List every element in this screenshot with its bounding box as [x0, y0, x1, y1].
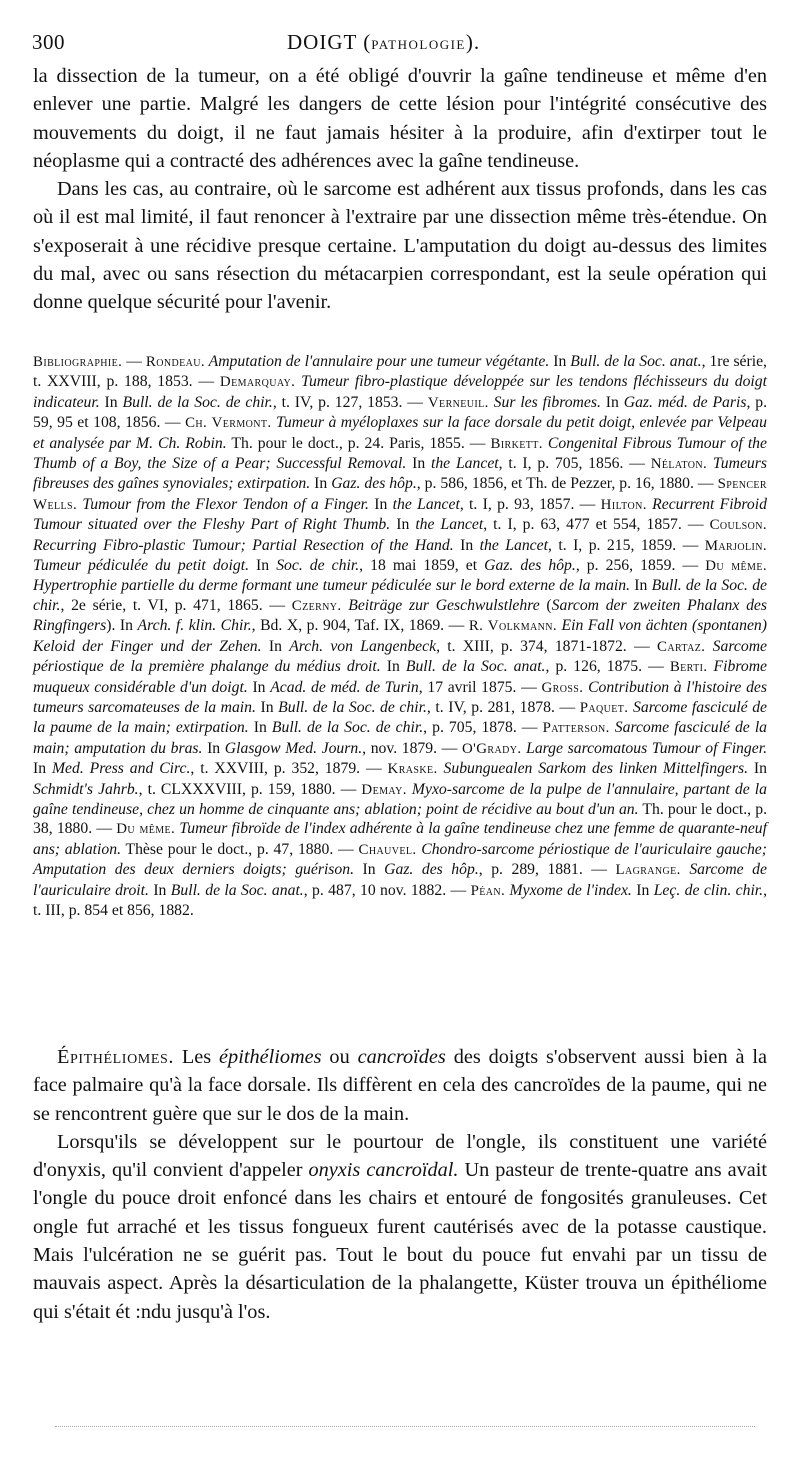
- text-run: In: [453, 536, 480, 554]
- text-run: In: [33, 760, 52, 778]
- author-name: Birkett.: [490, 435, 543, 452]
- text-run: Les: [174, 1046, 220, 1068]
- running-title: DOIGT (PATHOLOGIE).: [287, 30, 481, 54]
- text-run: In: [255, 698, 279, 716]
- italic-run: Myxo-sarcome de la pulpe de l'annulaire, partant de la gaîne tendineuse, chez un homme de cinquante ans; ablation; point de récidive au bout d'un an.: [33, 780, 767, 818]
- text-run: In: [406, 455, 431, 473]
- text-run: In: [99, 393, 123, 411]
- paragraph-continuation: la dissection de la tumeur, on a été obligé d'ouvrir la gaîne tendineuse et même d'en enlever une partie. Malgré les dangers de cette lésion pour l'intégrité consécutive des mouvements du doigt, il ne faut jamais hésiter à la produire, afin d'extirper tout le néoplasme qui a contracté des adhérences avec la gaîne tendineuse.: [33, 65, 767, 172]
- author-name: O'Grady.: [461, 740, 522, 757]
- italic-run: Ein Fall von ächten (spontanen) Keloid der Finger und der Zehen.: [33, 617, 767, 655]
- author-name: Ch. Vermont.: [185, 415, 272, 432]
- bibliography: [33, 352, 767, 920]
- text-run: , p. 126, 1875. —: [545, 658, 670, 676]
- italic-run: Sarcom der zweiten Phalanx des Ringfingers: [33, 596, 767, 635]
- text-run: Th. pour le doct., p. 24. Paris, 1855. —: [226, 434, 491, 452]
- italic-run: Subunguealen Sarkom des linken Mittelfingers.: [437, 760, 749, 778]
- italic-run: Myxome de l'index.: [505, 881, 632, 899]
- italic-run: Large sarcomatous Tumour of Finger.: [521, 739, 767, 757]
- paragraph-epitheliomes: [33, 1043, 767, 1128]
- author-name: Du même.: [705, 558, 767, 575]
- text-run: , p. 705, 1878. —: [423, 719, 543, 737]
- text-run: , t. I, p. 93, 1857. —: [459, 495, 601, 513]
- text-run: , p. 586, 1856, et Th. de Pezzer, p. 16, 1880. —: [416, 475, 718, 493]
- author-name: Hilton.: [600, 496, 647, 513]
- author-name: Berti.: [669, 659, 708, 676]
- author-name: Verneuil.: [427, 394, 489, 411]
- author-name: Nélaton.: [650, 456, 708, 473]
- text-run: In: [631, 881, 654, 899]
- text-run: , 18 mai 1859, et: [359, 557, 485, 575]
- author-name: Demay.: [361, 781, 407, 798]
- paragraph-onyxis: [33, 1128, 767, 1326]
- text-run: , Bd. X, p. 904, Taf. IX, 1869. —: [251, 617, 469, 635]
- author-name: Kraske.: [387, 761, 438, 778]
- author-name: R. Volkmann.: [468, 618, 557, 635]
- italic-run: Schmidt's Jahrb.: [33, 780, 139, 798]
- running-subtitle: PATHOLOGIE: [371, 37, 466, 52]
- text-run: In: [390, 516, 416, 534]
- italic-run: épithéliomes: [219, 1046, 322, 1068]
- italic-run: Tumeur fibroïde de l'index adhérente à la gaîne tendineuse chez une femme de quarante-neuf ans; ablation.: [33, 820, 768, 858]
- author-name: Du même.: [116, 821, 176, 838]
- italic-run: cancroïdes: [357, 1046, 446, 1068]
- italic-run: the Lancet: [430, 455, 499, 473]
- text-run: In: [630, 577, 652, 595]
- italic-run: Glasgow Med. Journ.: [224, 739, 363, 757]
- italic-run: Tumeurs fibreuses des gaînes synoviales; extirpation.: [33, 455, 767, 493]
- text-run: , t. I, p. 215, 1859. —: [547, 536, 705, 554]
- italic-run: Sarcome de l'auriculaire droit.: [33, 861, 767, 899]
- text-run: Th. pour le doct., p. 38, 1880. —: [33, 800, 768, 838]
- italic-run: Leç. de clin. chir.: [653, 881, 764, 899]
- author-name: Demarquay.: [219, 374, 296, 391]
- text-run: In: [249, 557, 277, 575]
- italic-run: Tumeur pédiculée du petit doigt.: [33, 557, 249, 575]
- author-name: Paquet.: [579, 699, 629, 716]
- text-run: , t. XXVIII, p. 352, 1879. —: [190, 760, 388, 778]
- text-run: In: [748, 760, 767, 778]
- text-run: In: [148, 881, 171, 899]
- italic-run: Bull. de la Soc. anat.: [570, 353, 702, 370]
- italic-run: Beiträge zur Geschwulstlehre: [341, 596, 540, 614]
- italic-run: onyxis cancroïdal.: [308, 1159, 459, 1182]
- author-name: Cartaz.: [656, 638, 706, 655]
- text-run: , t. IV, p. 127, 1853. —: [272, 393, 428, 411]
- italic-run: the Lancet: [392, 495, 460, 513]
- italic-run: Tumeur fibro-plastique développée sur les tendons fléchisseurs du doigt indicateur.: [33, 373, 767, 411]
- page-number: 300: [32, 30, 65, 54]
- text-run: In: [600, 393, 624, 411]
- author-name: Coulson.: [709, 517, 767, 534]
- author-name: Gross.: [541, 679, 584, 696]
- italic-run: Recurrent Fibroid Tumour situated over the Fleshy Part of Right Thumb.: [33, 495, 767, 534]
- text-run: , nov. 1879. —: [362, 739, 462, 757]
- author-name: Czerny.: [291, 597, 342, 614]
- text-run: In: [549, 353, 571, 370]
- author-name: Péan.: [470, 882, 506, 899]
- text-run: , t. IV, p. 281, 1878. —: [426, 698, 580, 716]
- text-run: ou: [321, 1046, 358, 1068]
- italic-run: Bull. de la Soc. de chir.: [122, 393, 273, 411]
- italic-run: Sur les fibromes.: [488, 393, 601, 411]
- author-name: Rondeau.: [145, 354, 205, 370]
- italic-run: Soc. de chir.: [276, 557, 360, 575]
- section-lead-word: Épithéliomes.: [57, 1046, 175, 1068]
- text-run: In: [261, 637, 290, 655]
- italic-run: Sarcome fasciculé de la paume de la main; extirpation.: [33, 698, 768, 737]
- italic-run: Bull. de la Soc. anat.: [170, 881, 304, 899]
- italic-run: Hypertrophie partielle du derme formant une tumeur pédiculée sur le bord externe de la main.: [33, 577, 631, 595]
- text-run: , p. 487, 10 nov. 1882. —: [303, 881, 471, 899]
- italic-run: the Lancet: [415, 516, 484, 534]
- italic-run: Recurring Fibro-plastic Tumour; Partial Resection of the Hand.: [33, 536, 454, 554]
- opening-paragraphs: [33, 62, 767, 317]
- text-run: , 2e série, t. VI, p. 471, 1865. —: [60, 596, 292, 614]
- author-name: Spencer Wells.: [33, 476, 767, 513]
- text-run: In: [310, 475, 332, 493]
- text-run: , 1re série, t. XXVIII, p. 188, 1853. —: [33, 353, 767, 391]
- text-run: In: [248, 719, 272, 737]
- text-run: In: [354, 861, 385, 879]
- italic-run: Contribution à l'histoire des tumeurs sarcomateuses de la main.: [33, 678, 767, 716]
- italic-run: Bull. de la Soc. anat.: [405, 658, 546, 676]
- italic-run: Sarcome périostique de la première phalange du médius droit.: [33, 637, 767, 676]
- text-run: , p. 289, 1881. —: [478, 861, 616, 879]
- italic-run: the Lancet: [479, 536, 548, 554]
- italic-run: Tumour from the Flexor Tendon of a Finger.: [77, 495, 369, 513]
- italic-run: Amputation de l'annulaire pour une tumeur végétante.: [204, 353, 550, 370]
- italic-run: Tumeur à myéloplaxes sur la face dorsale du petit doigt, enlevée par Velpeau et analysée par M. Ch. Robin.: [33, 414, 767, 452]
- text-run: , p. 59, 95 et 108, 1856. —: [33, 393, 768, 432]
- text-run: , t. XIII, p. 374, 1871-1872. —: [436, 637, 657, 655]
- text-run: des doigts s'observent aussi bien à la face palmaire qu'à la face dorsale. Ils diffèrent en cela des cancroïdes de la paume, qui ne se rencontrent guère que sur le dos de la main.: [33, 1046, 768, 1125]
- italic-run: Sarcome fasciculé de la main; amputation du bras.: [33, 719, 768, 757]
- text-run: —: [122, 353, 146, 370]
- author-name: Marjolin.: [704, 537, 767, 554]
- italic-run: Gaz. des hôp.: [331, 475, 417, 493]
- text-run: , 17 avril 1875. —: [418, 678, 542, 696]
- italic-run: Gaz. des hôp.: [484, 557, 576, 575]
- italic-run: Med. Press and Circ.: [51, 760, 191, 778]
- page-header: [32, 30, 768, 60]
- text-run: , t. I, p. 705, 1856. —: [498, 455, 651, 473]
- author-name: Patterson.: [542, 720, 610, 737]
- author-name: Lagrange.: [615, 862, 681, 879]
- text-run: , t. III, p. 854 et 856, 1882.: [33, 881, 768, 919]
- italic-run: Arch. f. klin. Chir.: [137, 617, 252, 635]
- italic-run: Gaz. méd. de Paris: [623, 393, 747, 411]
- italic-run: Chondro-sarcome périostique de l'auriculaire gauche; Amputation des deux derniers doigts; guérison.: [33, 840, 767, 879]
- text-run: In: [247, 678, 271, 696]
- epitheliomes-section: [33, 1043, 767, 1326]
- text-run: , t. CLXXXVIII, p. 159, 1880. —: [138, 780, 362, 798]
- italic-run: Gaz. des hôp.: [384, 861, 479, 879]
- text-run: Thèse pour le doct., p. 47, 1880. —: [121, 840, 359, 858]
- paragraph-amputation: Dans les cas, au contraire, où le sarcome est adhérent aux tissus profonds, dans les cas où il est mal limité, il faut renoncer à l'extraire par une dissection même très-étendue. On s'exposerait à une récidive presque certaine. L'amputation du doigt au-dessus des limites du mal, avec ou sans résection du métacarpien correspondant, est la seule opération qui donne quelque sécurité pour l'avenir.: [33, 178, 767, 314]
- italic-run: Fibrome muqueux considérable d'un doigt.: [33, 658, 767, 696]
- italic-run: Congenital Fibrous Tumour of the Thumb of a Boy, the Size of a Pear; Successful Removal.: [33, 434, 767, 473]
- italic-run: Arch. von Langenbeck: [289, 637, 437, 655]
- text-run: , t. I, p. 63, 477 et 554, 1857. —: [483, 516, 710, 534]
- text-run: In: [202, 739, 225, 757]
- text-run: (: [539, 596, 552, 614]
- text-run: Un pasteur de trente-quatre ans avait l'ongle du pouce droit enfoncé dans les chairs et entouré de fongosités granuleuses. Cet ongle fut arraché et les tissus fongueux furent cautérisés avec de la potasse caustique. Mais l'ulcération ne se guérit pas. Tout le bout du pouce fut envahi par un tissu de mauvais aspect. Après la désarticulation de la phalangette, Küster trouva un épithéliome qui s'était ét :ndu jusqu'à l'os.: [33, 1159, 767, 1323]
- text-run: Lorsqu'ils se développent sur le pourtour de l'ongle, ils constituent une variété d'onyxis, qu'il convient d'appeler: [33, 1130, 767, 1182]
- author-name: Chauvel.: [358, 841, 417, 858]
- italic-run: Bull. de la Soc. de chir.: [278, 698, 427, 716]
- text-run: ). In: [106, 617, 138, 635]
- text-run: , p. 256, 1859. —: [575, 557, 706, 575]
- italic-run: Bull. de la Soc. de chir.: [271, 719, 424, 737]
- text-run: In: [380, 658, 406, 676]
- italic-run: Bull. de la Soc. de chir.: [33, 577, 768, 614]
- italic-run: Acad. de méd. de Turin: [270, 678, 419, 696]
- text-run: In: [368, 495, 393, 513]
- footer-rule: [55, 1426, 755, 1427]
- author-name: Bibliographie.: [33, 354, 123, 370]
